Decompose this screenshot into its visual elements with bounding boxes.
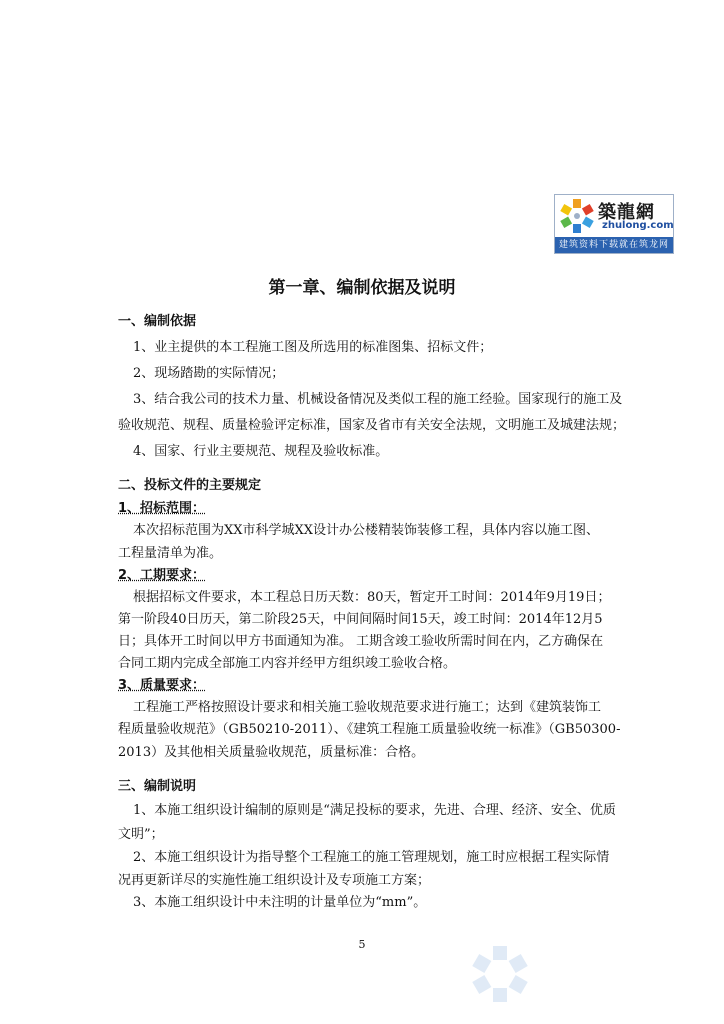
paragraph-line: 工程施工严格按照设计要求和相关施工验收规范要求进行施工；达到《建筑装饰工 xyxy=(133,700,602,715)
paragraph-line: 合同工期内完成全部施工内容并经甲方组织竣工验收合格。 xyxy=(118,656,457,671)
paragraph-line: 3、本施工组织设计中未注明的计量单位为“mm”。 xyxy=(133,895,427,910)
paragraph-line: 根据招标文件要求，本工程总日历天数：80天，暂定开工时间：2014年9月19日； xyxy=(133,590,611,605)
paragraph-line: 2、本施工组织设计为指导整个工程施工的施工管理规划，施工时应根据工程实际情 xyxy=(133,850,610,865)
paragraph-line: 1、本施工组织设计编制的原则是“满足投标的要求，先进、合理、经济、安全、优质 xyxy=(133,803,616,818)
paragraph-line: 验收规范、规程、质量检验评定标准，国家及省市有关安全法规，文明施工及城建法规； xyxy=(118,418,626,433)
paragraph-line: 第一阶段40日历天，第二阶段25天，中间间隔时间15天，竣工时间：2014年12月5 xyxy=(118,612,603,627)
chapter-title: 第一章、编制依据及说明 xyxy=(268,278,456,298)
page-number: 5 xyxy=(358,938,366,951)
paragraph-line: 3、结合我公司的技术力量、机械设备情况及类似工程的施工经验。国家现行的施工及 xyxy=(133,392,623,407)
subsection-heading xyxy=(118,567,227,585)
subsection-label: 1、招标范围： xyxy=(118,501,206,516)
subsection-label: 2、工期要求： xyxy=(118,568,206,583)
paragraph-line: 工程量清单为准。 xyxy=(118,546,223,561)
paragraph-line: 2013）及其他相关质量验收规范，质量标准：合格。 xyxy=(118,745,425,760)
logo-chinese-name: 築龍網 xyxy=(598,202,655,223)
logo-slogan: 建筑资料下载就在筑龙网 xyxy=(555,237,673,253)
paragraph-line: 日；具体开工时间以甲方书面通知为准。 工期含竣工验收所需时间在内，乙方确保在 xyxy=(118,634,604,649)
subsection-label: 3、质量要求： xyxy=(118,678,206,693)
section-heading: 一、编制依据 xyxy=(118,314,197,329)
snowflake-logo-icon xyxy=(559,198,595,234)
section-heading: 三、编制说明 xyxy=(118,779,197,794)
paragraph-line: 况再更新详尽的实施性施工组织设计及专项施工方案； xyxy=(118,873,431,888)
paragraph-line: 本次招标范围为XX市科学城XX设计办公楼精装饰装修工程，具体内容以施工图、 xyxy=(133,523,600,538)
subsection-heading xyxy=(118,677,227,695)
logo-domain: zhulong.com xyxy=(602,220,674,231)
logo-header xyxy=(555,195,673,237)
paragraph-line: 1、业主提供的本工程施工图及所选用的标准图集、招标文件； xyxy=(133,340,493,355)
subsection-heading xyxy=(118,500,227,518)
watermark-logo-icon xyxy=(470,944,530,1004)
paragraph-line: 2、现场踏勘的实际情况； xyxy=(133,366,285,381)
paragraph-line: 程质量验收规范》（GB50210-2011）、《建筑工程施工质量验收统一标准》（GB50300- xyxy=(118,722,621,737)
zhulong-logo xyxy=(554,194,674,254)
paragraph-line: 4、国家、行业主要规范、规程及验收标准。 xyxy=(133,444,389,459)
paragraph-line: 文明”； xyxy=(118,827,164,842)
section-heading: 二、投标文件的主要规定 xyxy=(118,478,262,493)
